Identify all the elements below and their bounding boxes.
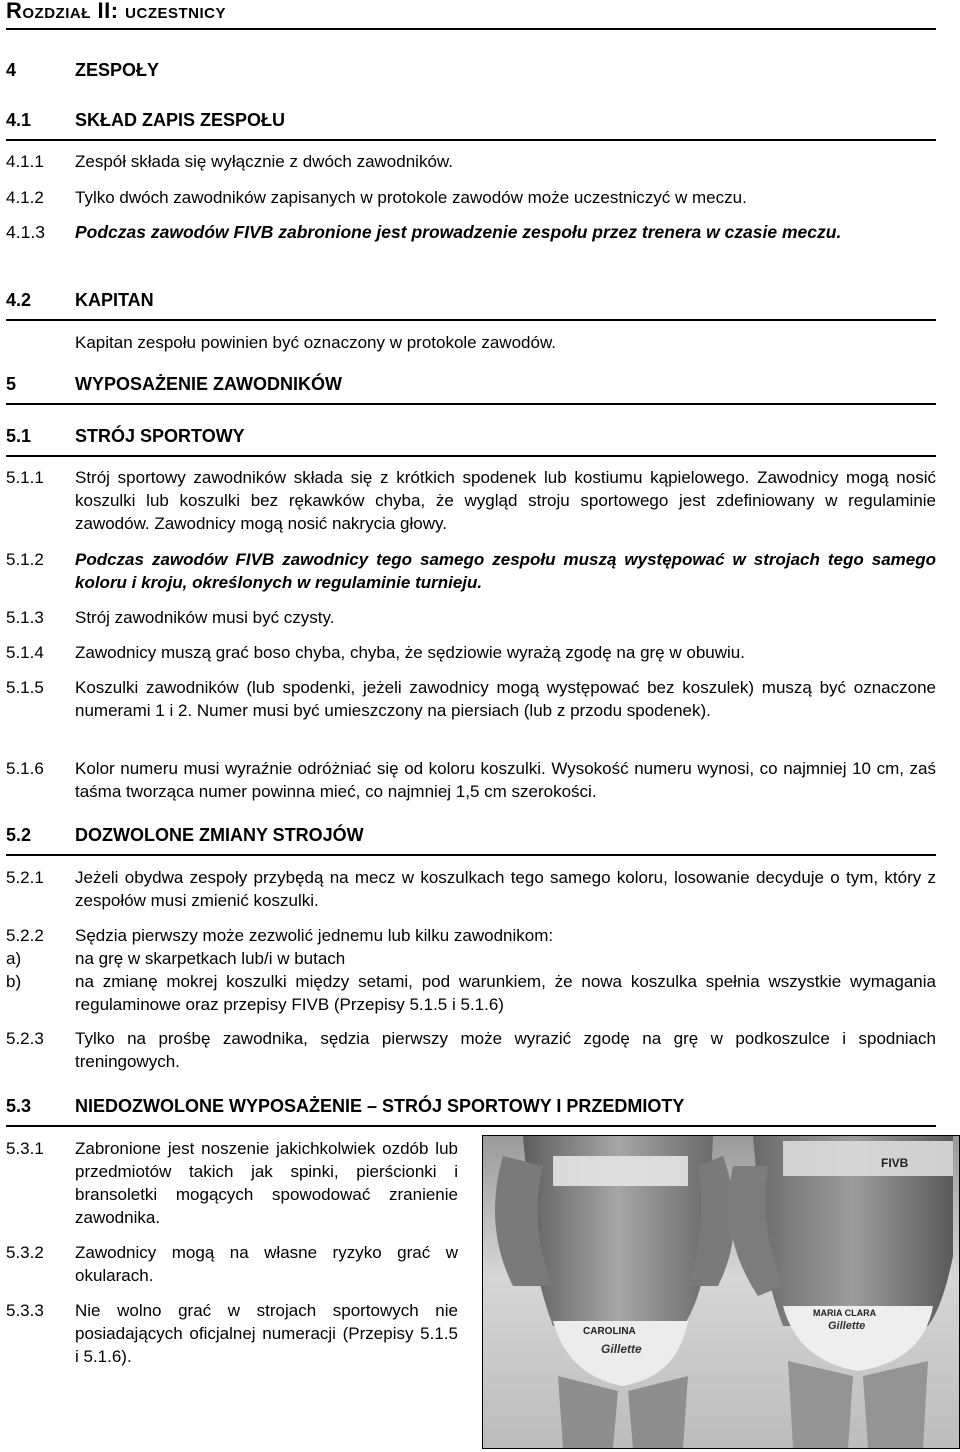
paragraph-text: Zespół składa się wyłącznie z dwóch zawodników.	[75, 152, 453, 171]
section-number: 4.2	[6, 290, 32, 310]
paragraph-number: 4.1.2	[6, 188, 44, 207]
brand-logo-right: Gillette	[828, 1320, 866, 1332]
paragraph-5-3-1	[6, 1137, 458, 1229]
section-number: 5	[6, 374, 17, 394]
paragraph-text: Jeżeli obydwa zespoły przybędą na mecz w koszulkach tego samego koloru, losowanie decyduje o tym, który z zespołów musi zmienić koszulki.	[75, 868, 936, 910]
paragraph-number: 5.1.1	[6, 468, 44, 487]
paragraph-number: 5.2.1	[6, 868, 44, 887]
list-marker: b)	[6, 972, 22, 991]
paragraph-number: 5.3.2	[6, 1243, 44, 1262]
photo-illustration	[483, 1136, 959, 1448]
paragraph-text: Zawodnicy mogą na własne ryzyko grać w okularach.	[75, 1243, 458, 1285]
section-title: WYPOSAŻENIE ZAWODNIKÓW	[75, 374, 342, 394]
paragraph-number: 5.1.2	[6, 550, 44, 569]
paragraph-number: 5.3.1	[6, 1139, 44, 1158]
paragraph-5-1-2	[6, 548, 936, 594]
paragraph-5-1-3	[6, 606, 936, 629]
paragraph-number: 5.2.3	[6, 1029, 44, 1048]
paragraph-text: Kapitan zespołu powinien być oznaczony w protokole zawodów.	[75, 333, 557, 352]
section-5-3-heading	[6, 1096, 936, 1127]
paragraph-5-3-2	[6, 1241, 458, 1287]
list-marker: a)	[6, 949, 22, 968]
section-number: 5.2	[6, 825, 32, 845]
paragraph-5-2-2	[6, 924, 936, 947]
paragraph-5-1-5	[6, 676, 936, 722]
paragraph-number: 5.1.3	[6, 608, 44, 627]
paragraph-text: Sędzia pierwszy może zezwolić jednemu lub kilku zawodnikom:	[75, 926, 554, 945]
bikini-name-right: MARIA CLARA	[813, 1308, 877, 1318]
bikini-name-left: CAROLINA	[583, 1326, 636, 1337]
paragraph-5-1-4	[6, 641, 936, 664]
fivb-logo-text: FIVB	[881, 1156, 909, 1170]
paragraph-text: Tylko na prośbę zawodnika, sędzia pierwszy może wyrazić zgodę na grę w podkoszulce i spodniach treningowych.	[75, 1029, 936, 1071]
section-title: KAPITAN	[75, 290, 154, 310]
paragraph-text: Nie wolno grać w strojach sportowych nie posiadających oficjalnej numeracji (Przepisy 5.1.5 i 5.1.6).	[75, 1301, 458, 1366]
paragraph-5-1-6	[6, 757, 936, 803]
paragraph-4-1-2	[6, 186, 936, 209]
paragraph-text: Podczas zawodów FIVB zawodnicy tego samego zespołu muszą występować w strojach tego samego koloru i kroju, określonych w regulaminie turnieju.	[75, 550, 936, 592]
paragraph-number: 5.1.4	[6, 643, 44, 662]
paragraph-number: 4.1.3	[6, 222, 45, 242]
section-number: 5.3	[6, 1096, 32, 1116]
section-4-2-heading	[6, 290, 936, 321]
brand-logo-left: Gillette	[601, 1342, 642, 1356]
paragraph-text: Strój sportowy zawodników składa się z krótkich spodenek lub kostiumu kąpielowego. Zawodnicy mogą nosić koszulki lub koszulki bez rękawków chyba, że wygląd stroju sportowego jest zdefiniowany w regulaminie zawodów. Zawodnicy mogą nosić nakrycia głowy.	[75, 468, 936, 533]
section-title: DOZWOLONE ZMIANY STROJÓW	[75, 825, 364, 845]
paragraph-number: 5.1.6	[6, 759, 44, 778]
section-5-2-heading	[6, 825, 936, 856]
section-title: SKŁAD ZAPIS ZESPOŁU	[75, 110, 286, 130]
beach-volleyball-photo	[482, 1135, 960, 1449]
paragraph-text: Strój zawodników musi być czysty.	[75, 608, 335, 627]
paragraph-5-2-1	[6, 866, 936, 912]
section-number: 5.1	[6, 426, 32, 446]
chapter-title: Rozdział II: uczestnicy	[6, 0, 226, 23]
paragraph-number: 4.1.1	[6, 152, 44, 171]
section-title: NIEDOZWOLONE WYPOSAŻENIE – STRÓJ SPORTOWY I PRZEDMIOTY	[75, 1096, 685, 1116]
chapter-header	[6, 0, 936, 30]
paragraph-text: na grę w skarpetkach lub/i w butach	[75, 949, 346, 968]
section-5-1-heading	[6, 426, 936, 457]
section-title: ZESPOŁY	[75, 60, 160, 80]
paragraph-text: Tylko dwóch zawodników zapisanych w protokole zawodów może uczestniczyć w meczu.	[75, 188, 747, 207]
paragraph-4-1-1	[6, 150, 936, 173]
paragraph-number: 5.3.3	[6, 1301, 44, 1320]
paragraph-number: 5.1.5	[6, 678, 44, 697]
paragraph-text: Zawodnicy muszą grać boso chyba, chyba, że sędziowie wyrażą zgodę na grę w obuwiu.	[75, 643, 745, 662]
section-title: STRÓJ SPORTOWY	[75, 426, 245, 446]
section-number: 4	[6, 60, 17, 80]
paragraph-5-2-3	[6, 1027, 936, 1073]
paragraph-4-1-3	[6, 221, 936, 244]
section-5-heading	[6, 374, 936, 405]
paragraph-text: Podczas zawodów FIVB zabronione jest prowadzenie zespołu przez trenera w czasie meczu.	[75, 222, 842, 242]
section-4-1-heading	[6, 110, 936, 141]
paragraph-5-3-3	[6, 1299, 458, 1368]
paragraph-5-2-2-b	[6, 970, 936, 1016]
section-number: 4.1	[6, 110, 32, 130]
paragraph-5-2-2-a	[6, 947, 936, 970]
paragraph-4-2	[6, 331, 936, 354]
paragraph-number: 5.2.2	[6, 926, 44, 945]
paragraph-text: Koszulki zawodników (lub spodenki, jeżeli zawodnicy mogą występować bez koszulek) muszą być oznaczone numerami 1 i 2. Numer musi być umieszczony na piersiach (lub z przodu spodenek).	[75, 678, 936, 720]
paragraph-text: Zabronione jest noszenie jakichkolwiek ozdób lub przedmiotów takich jak spinki, pierścionki i bransoletki mogących spowodować zranienie zawodnika.	[75, 1139, 458, 1227]
paragraph-text: na zmianę mokrej koszulki między setami, pod warunkiem, że nowa koszulka spełnia wszystkie wymagania regulaminowe oraz przepisy FIVB (Przepisy 5.1.5 i 5.1.6)	[75, 972, 936, 1014]
paragraph-text: Kolor numeru musi wyraźnie odróżniać się od koloru koszulki. Wysokość numeru wynosi, co najmniej 10 cm, zaś taśma tworząca numer powinna mieć, co najmniej 1,5 cm szerokości.	[75, 759, 936, 801]
paragraph-5-1-1	[6, 466, 936, 535]
